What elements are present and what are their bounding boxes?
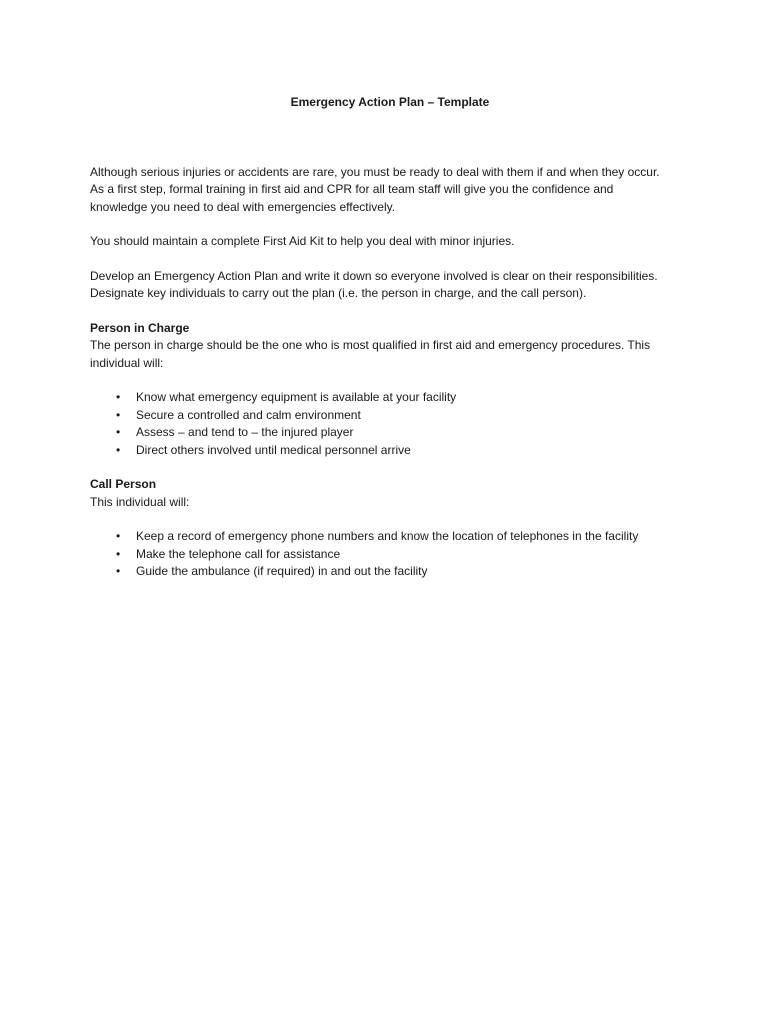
bullet-icon: • — [116, 425, 121, 439]
bullet-list-person-in-charge — [90, 389, 690, 459]
section-heading-person-in-charge: Person in Charge — [90, 320, 190, 335]
intro-paragraph-2: You should maintain a complete First Aid Kit to help you deal with minor injuries. — [90, 234, 515, 248]
list-item — [90, 528, 690, 546]
list-item-text: Assess – and tend to – the injured player — [136, 425, 354, 439]
bullet-icon: • — [116, 546, 121, 561]
section-call-person — [90, 476, 690, 581]
list-item-text: Direct others involved until medical personnel arrive — [136, 442, 411, 457]
intro-paragraph-1: Although serious injuries or accidents are rare, you must be ready to deal with them if and when they occur. As a first step, formal training in first aid and CPR for all team staff will give you the confidence and knowledge you need to deal with emergencies effectively. — [90, 164, 660, 214]
section-lead-call-person: This individual will: — [90, 494, 190, 509]
bullet-icon: • — [116, 407, 121, 422]
list-item — [90, 424, 690, 442]
bullet-icon: • — [116, 564, 121, 578]
list-item — [90, 407, 690, 425]
list-item — [90, 563, 690, 581]
document-title: Emergency Action Plan – Template — [290, 95, 490, 109]
list-item-text: Make the telephone call for assistance — [136, 546, 341, 561]
list-item-text: Secure a controlled and calm environment — [136, 407, 361, 422]
list-item-text: Know what emergency equipment is available at your facility — [136, 390, 457, 404]
section-person-in-charge — [90, 320, 690, 460]
list-item — [90, 389, 690, 407]
list-item-text: Keep a record of emergency phone numbers and know the location of telephones in the facility — [136, 529, 639, 543]
bullet-icon: • — [116, 442, 121, 457]
list-item-text: Guide the ambulance (if required) in and out the facility — [136, 564, 428, 578]
section-heading-call-person: Call Person — [90, 477, 157, 491]
bullet-icon: • — [116, 390, 121, 404]
bullet-icon: • — [116, 529, 121, 543]
list-item — [90, 442, 690, 460]
list-item — [90, 546, 690, 564]
bullet-list-call-person — [90, 528, 690, 581]
intro-paragraph-3: Develop an Emergency Action Plan and write it down so everyone involved is clear on their responsibilities. Designate key individuals to carry out the plan (i.e. the person in charge, and the call person). — [90, 268, 658, 300]
section-lead-person-in-charge: The person in charge should be the one who is most qualified in first aid and emergency procedures. This individual will: — [90, 338, 651, 370]
document-body — [90, 94, 690, 581]
